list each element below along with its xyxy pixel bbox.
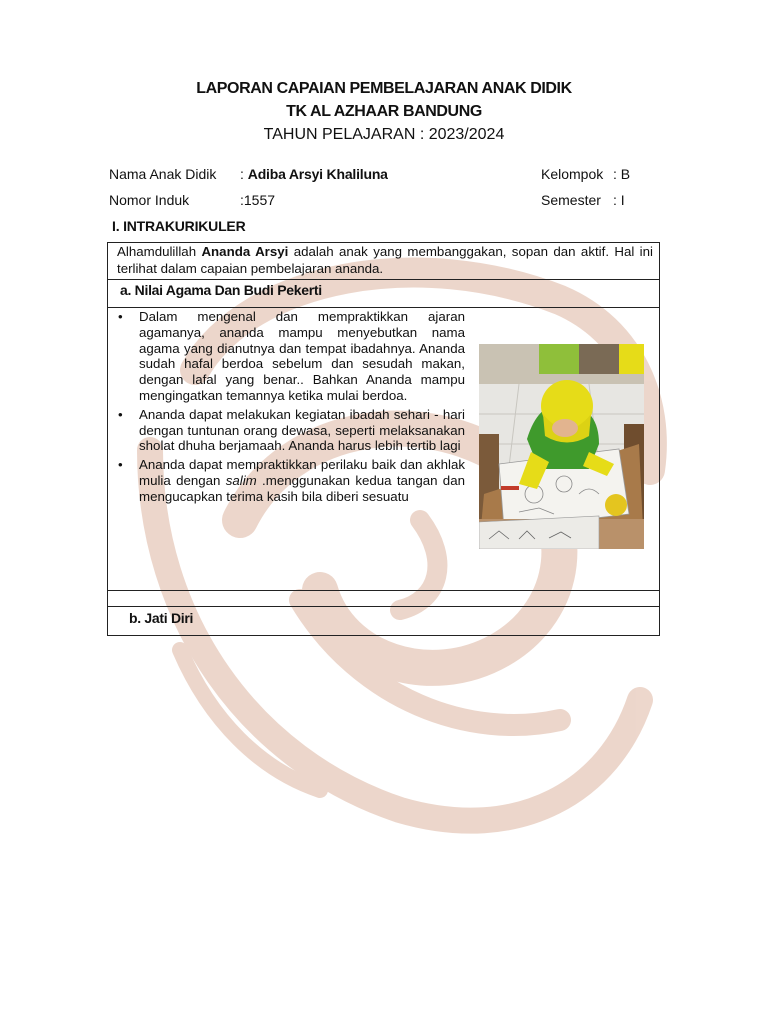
- bullet-icon: •: [118, 406, 123, 422]
- group-label: Kelompok: [541, 166, 604, 182]
- bullet-icon: •: [118, 309, 123, 324]
- bullet-text-italic: salim: [225, 472, 257, 488]
- group-value: : B: [613, 166, 631, 182]
- school-name: TK AL AZHAAR BANDUNG: [286, 103, 482, 120]
- student-id-value: :1557: [240, 192, 276, 208]
- table-divider: [108, 279, 659, 280]
- bullet-text-after: .menggunakan kedua tangan dan mengucapkan terima kasih bila diberi sesuatu: [139, 472, 465, 504]
- student-id-label: Nomor Induk: [109, 192, 190, 208]
- report-table: [107, 242, 660, 636]
- bullet-icon: •: [118, 457, 123, 473]
- intro-suffix: adalah anak yang membanggakan, sopan dan aktif. Hal ini terlihat dalam capaian pembelajaran ananda.: [117, 244, 653, 276]
- bullet-text-before: Ananda dapat mempraktikkan perilaku baik dan akhlak mulia dengan: [139, 457, 465, 488]
- student-name-separator: :: [240, 166, 248, 182]
- list-item: [116, 407, 465, 454]
- bullet-list: [116, 309, 465, 505]
- intro-strong: Ananda Arsyi: [201, 244, 289, 259]
- student-name-field: [240, 166, 388, 182]
- table-divider: [108, 590, 659, 591]
- bullet-text: Ananda dapat melakukan kegiatan ibadah sehari - hari dengan tuntunan orang dewasa, seperti melaksanakan sholat dhuha berjamaah. Ananda harus lebih tertib lagi: [139, 406, 465, 454]
- semester-label: Semester: [541, 192, 601, 208]
- table-divider: [108, 307, 659, 308]
- table-divider: [108, 606, 659, 607]
- intro-prefix: Alhamdulillah: [117, 244, 202, 259]
- list-item: [116, 457, 465, 504]
- list-item: [116, 309, 465, 404]
- student-activity-photo: [479, 344, 644, 549]
- student-name-value: Adiba Arsyi Khaliluna: [247, 166, 388, 182]
- report-title: LAPORAN CAPAIAN PEMBELAJARAN ANAK DIDIK: [196, 80, 572, 97]
- academic-year: TAHUN PELAJARAN : 2023/2024: [263, 126, 505, 143]
- bullet-text: Dalam mengenal dan mempraktikkan ajaran agamanya, ananda mampu menyebutkan nama agama yang dianutnya dan tempat ibadahnya. Ananda sudah hafal berdoa sebelum dan sesudah makan, dengan lafal yang benar.. Bahkan Ananda mampu mengingatkan temannya ketika mulai berdoa.: [139, 309, 465, 403]
- section-heading: I. INTRAKURIKULER: [112, 218, 246, 234]
- subsection-b-heading: b. Jati Diri: [129, 610, 194, 626]
- student-name-label: Nama Anak Didik: [109, 166, 217, 182]
- intro-text: [117, 243, 653, 277]
- semester-value: : I: [613, 192, 625, 208]
- subsection-a-heading: a. Nilai Agama Dan Budi Pekerti: [120, 282, 322, 298]
